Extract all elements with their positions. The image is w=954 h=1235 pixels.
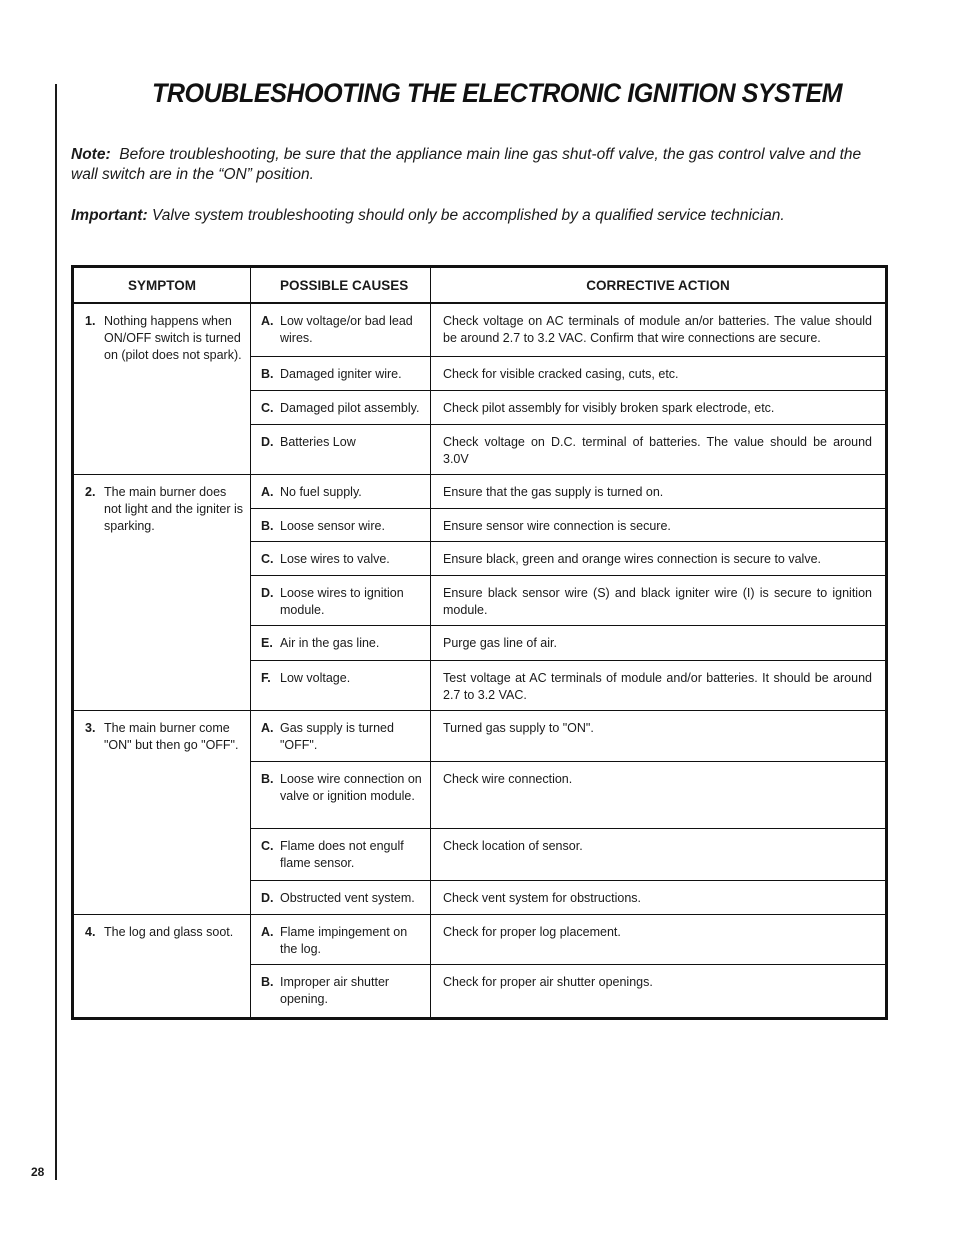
cause-cell: [251, 356, 431, 390]
cause-text: Air in the gas line.: [280, 635, 380, 650]
corrective-action-cell: Check location of sensor.: [431, 828, 887, 880]
cause-cell: [251, 761, 431, 828]
cause-cell: [251, 424, 431, 474]
symptom-text: Nothing happens when ON/OFF switch is turned on (pilot does not spark).: [104, 314, 242, 362]
note-text: Before troubleshooting, be sure that the appliance main line gas shut-off valve, the gas control valve and the wall switch are in the “ON” position.: [71, 146, 862, 183]
corrective-action-cell: Ensure sensor wire connection is secure.: [431, 508, 887, 541]
cause-letter: B.: [261, 518, 274, 533]
symptom-cell: [73, 303, 251, 474]
corrective-action-cell: Ensure black, green and orange wires connection is secure to valve.: [431, 541, 887, 575]
corrective-action-cell: Check for proper air shutter openings.: [431, 964, 887, 1018]
cause-cell: [251, 828, 431, 880]
cause-letter: D.: [261, 585, 274, 600]
symptom-text: The main burner come "ON" but then go "OFF".: [104, 720, 239, 752]
cause-letter: A.: [261, 924, 274, 939]
symptom-number: 2.: [85, 484, 96, 499]
corrective-action-cell: Turned gas supply to "ON".: [431, 710, 887, 761]
corrective-action-cell: Ensure black sensor wire (S) and black igniter wire (I) is secure to ignition module.: [431, 575, 887, 625]
cause-text: Damaged pilot assembly.: [280, 400, 420, 415]
cause-text: Improper air shutter opening.: [280, 974, 390, 1006]
cause-letter: B.: [261, 974, 274, 989]
symptom-number: 1.: [85, 314, 96, 328]
symptom-cell: [73, 474, 251, 710]
table-row: [73, 474, 887, 508]
corrective-action-cell: Check voltage on AC terminals of module an/or batteries. The value should be around 2.7 to 3.2 VAC. Confirm that wire connections are secure.: [431, 303, 887, 356]
note-paragraph: [71, 145, 891, 185]
corrective-action-cell: Ensure that the gas supply is turned on.: [431, 474, 887, 508]
symptom-text: The log and glass soot.: [104, 924, 234, 939]
corrective-action-cell: Check vent system for obstructions.: [431, 880, 887, 914]
cause-cell: [251, 474, 431, 508]
page-number: 28: [31, 1165, 45, 1179]
table-row: [73, 914, 887, 964]
header-symptom: SYMPTOM: [73, 267, 251, 304]
header-possible-causes: POSSIBLE CAUSES: [251, 267, 431, 304]
cause-letter: C.: [261, 838, 274, 853]
table-body: [73, 303, 887, 1018]
troubleshooting-table: [71, 265, 888, 1020]
corrective-action-cell: Check voltage on D.C. terminal of batteries. The value should be around 3.0V: [431, 424, 887, 474]
cause-letter: B.: [261, 771, 274, 786]
cause-cell: [251, 390, 431, 424]
cause-text: Low voltage/or bad lead wires.: [280, 314, 413, 345]
cause-cell: [251, 541, 431, 575]
cause-text: Flame impingement on the log.: [280, 924, 408, 956]
cause-letter: E.: [261, 635, 273, 650]
cause-cell: [251, 914, 431, 964]
cause-cell: [251, 508, 431, 541]
important-text: Valve system troubleshooting should only be accomplished by a qualified service technician.: [151, 207, 785, 224]
cause-text: Flame does not engulf flame sensor.: [280, 838, 404, 870]
cause-cell: [251, 710, 431, 761]
cause-letter: D.: [261, 434, 274, 449]
symptom-cell: [73, 914, 251, 1018]
important-paragraph: [71, 206, 891, 226]
cause-letter: B.: [261, 366, 274, 381]
table-row: [73, 303, 887, 356]
cause-cell: [251, 575, 431, 625]
margin-rule: [55, 84, 57, 1180]
symptom-cell: [73, 710, 251, 914]
cause-letter: D.: [261, 890, 274, 905]
corrective-action-cell: Purge gas line of air.: [431, 625, 887, 660]
symptom-text: The main burner does not light and the igniter is sparking.: [104, 484, 243, 533]
cause-letter: F.: [261, 670, 271, 685]
cause-text: Gas supply is turned "OFF".: [280, 720, 394, 752]
note-label: Note:: [71, 146, 111, 163]
cause-text: Low voltage.: [280, 670, 351, 685]
symptom-number: 3.: [85, 720, 96, 735]
cause-text: Loose wire connection on valve or ignition module.: [280, 771, 422, 803]
cause-letter: A.: [261, 314, 274, 328]
symptom-number: 4.: [85, 924, 96, 939]
cause-letter: A.: [261, 484, 274, 499]
cause-letter: C.: [261, 551, 274, 566]
cause-text: Loose wires to ignition module.: [280, 585, 404, 617]
cause-cell: [251, 660, 431, 710]
corrective-action-cell: Check for visible cracked casing, cuts, etc.: [431, 356, 887, 390]
corrective-action-cell: Test voltage at AC terminals of module and/or batteries. It should be around 2.7 to 3.2 VAC.: [431, 660, 887, 710]
cause-letter: C.: [261, 400, 274, 415]
cause-cell: [251, 303, 431, 356]
page-title: TROUBLESHOOTING THE ELECTRONIC IGNITION SYSTEM: [152, 78, 843, 108]
cause-text: Lose wires to valve.: [280, 551, 390, 566]
cause-cell: [251, 880, 431, 914]
cause-cell: [251, 625, 431, 660]
corrective-action-cell: Check wire connection.: [431, 761, 887, 828]
corrective-action-cell: Check pilot assembly for visibly broken spark electrode, etc.: [431, 390, 887, 424]
cause-text: Loose sensor wire.: [280, 518, 385, 533]
header-corrective-action: CORRECTIVE ACTION: [431, 267, 887, 304]
cause-text: Obstructed vent system.: [280, 890, 415, 905]
cause-text: Batteries Low: [280, 434, 356, 449]
cause-text: Damaged igniter wire.: [280, 366, 402, 381]
important-label: Important:: [71, 207, 148, 224]
cause-cell: [251, 964, 431, 1018]
cause-text: No fuel supply.: [280, 484, 362, 499]
corrective-action-cell: Check for proper log placement.: [431, 914, 887, 964]
table-row: [73, 710, 887, 761]
table-header-row: [73, 267, 887, 304]
cause-letter: A.: [261, 720, 274, 735]
